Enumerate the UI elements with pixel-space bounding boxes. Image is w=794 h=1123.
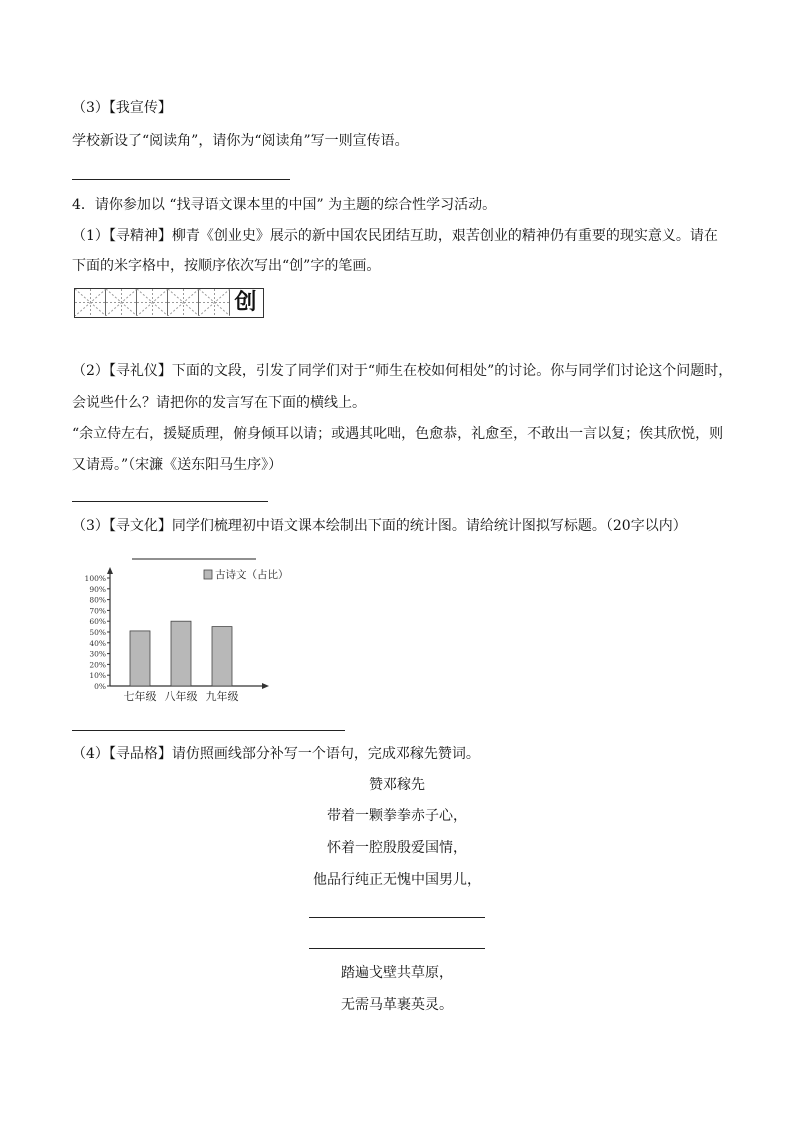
y-tick-label: 60% (89, 617, 106, 627)
mizi-grid (74, 288, 264, 318)
poem-line: 踏遍戈壁共草原， (341, 965, 453, 981)
poem-line: 无需马革裹英灵。 (341, 997, 453, 1013)
bar (212, 627, 232, 686)
y-tick-label: 50% (89, 628, 106, 637)
y-tick-label: 10% (89, 671, 106, 681)
poem-title: 赞邓稼先 (369, 777, 425, 793)
bar (171, 621, 191, 686)
y-tick-label: 40% (89, 638, 106, 648)
p2-quote2: 又请焉。”（宋濂《送东阳马生序》） (72, 457, 283, 473)
answer-line (72, 179, 290, 180)
poem-line: 他品行纯正无愧中国男儿， (313, 872, 481, 888)
y-tick-label: 30% (89, 649, 106, 659)
y-axis-arrow (107, 567, 113, 574)
legend-label: 古诗文（占比） (215, 569, 289, 581)
answer-line (72, 501, 268, 502)
q3-text: 学校新设了“阅读角”，请你为“阅读角”写一则宣传语。 (72, 133, 409, 149)
x-axis-arrow (262, 683, 269, 689)
answer-line (309, 917, 485, 918)
grid-char: 创 (234, 289, 257, 315)
p2-quote1: “余立侍左右，援疑质理，俯身倾耳以请；或遇其叱咄，色愈恭，礼愈至，不敢出一言以复；俟其欣悦，则 (72, 426, 724, 442)
mizi-cell (168, 289, 199, 316)
poem-line: 带着一颗拳拳赤子心， (327, 808, 467, 824)
x-tick-label: 七年级 (123, 690, 157, 703)
p1-line1: （1）【寻精神】柳青《创业史》展示的新中国农民团结互助，艰苦创业的精神仍有重要的现实意义。请在 (72, 228, 718, 244)
y-tick-label: 100% (84, 574, 106, 583)
bar (130, 631, 150, 686)
answer-line (72, 730, 345, 731)
y-tick-label: 70% (89, 606, 106, 616)
p1-line2: 下面的米字格中，按顺序依次写出“创”字的笔画。 (72, 258, 381, 274)
p3-text: （3）【寻文化】同学们梳理初中语文课本绘制出下面的统计图。请给统计图拟写标题。（20字以内） (72, 518, 687, 534)
mizi-cell (199, 289, 230, 316)
mizi-cell-filled (230, 289, 261, 316)
x-tick-label: 八年级 (164, 690, 198, 703)
bar-chart (72, 552, 312, 708)
p4-text: （4）【寻品格】请仿照画线部分补写一个语句，完成邓稼先赞词。 (72, 746, 480, 762)
y-tick-label: 0% (94, 682, 106, 691)
q4-intro: 4．请你参加以 “找寻语文课本里的中国” 为主题的综合性学习活动。 (72, 197, 497, 213)
answer-line (309, 948, 485, 949)
y-tick-label: 20% (89, 660, 106, 670)
y-tick-label: 80% (89, 595, 106, 605)
mizi-cell (137, 289, 168, 316)
y-tick-label: 90% (89, 584, 106, 594)
x-tick-label: 九年级 (205, 690, 239, 703)
p2-line2: 会说些什么？请把你的发言写在下面的横线上。 (72, 395, 366, 411)
mizi-cell (75, 289, 106, 316)
poem-line: 怀着一腔殷殷爱国情， (327, 840, 467, 856)
p2-line1: （2）【寻礼仪】下面的文段，引发了同学们对于“师生在校如何相处”的讨论。你与同学们讨论这个问题时， (72, 363, 733, 379)
legend-swatch (204, 570, 212, 579)
q3-label: （3）【我宣传】 (72, 100, 172, 116)
mizi-cell (106, 289, 137, 316)
